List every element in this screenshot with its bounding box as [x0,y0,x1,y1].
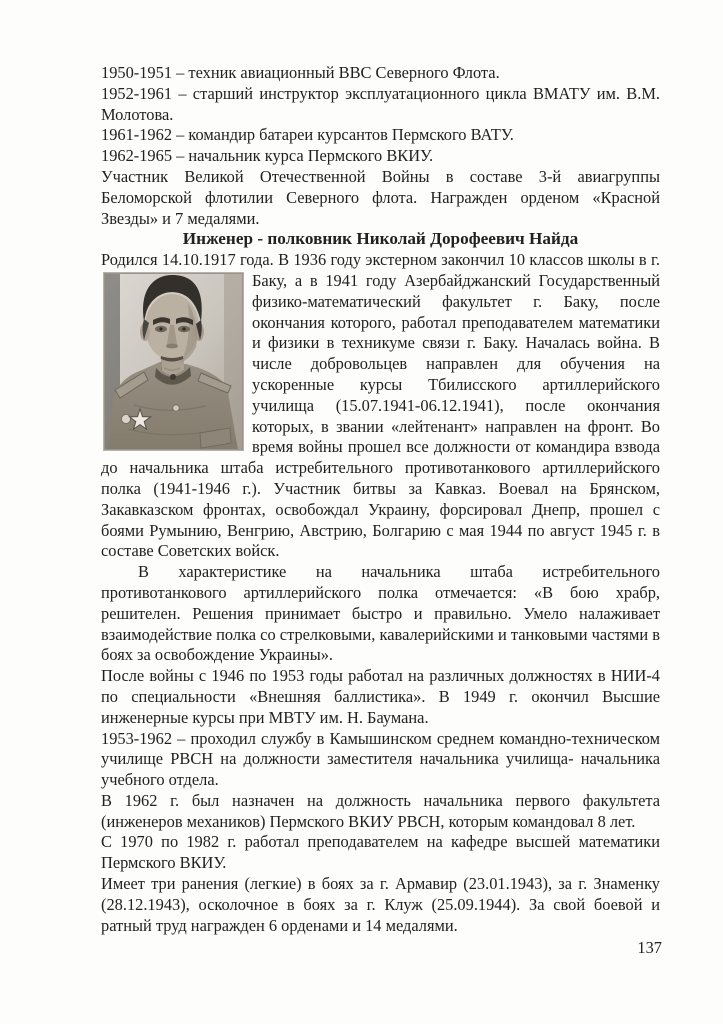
section-heading: Инженер - полковник Николай Дорофеевич Найда [182,229,579,249]
page-content [101,63,660,936]
record-line-1962: 1962-1965 – начальник курса Пермского ВКИУ. [101,146,434,166]
bio-faculty-appointment: В 1962 г. был назначен на должность начальника первого факультета (инженеров механиков) Пермского ВКИУ РВСН, которым командовал 8 лет. [101,790,660,831]
bio-characteristic-paragraph: В характеристике на начальника штаба истребительного противотанкового артиллерийского полка отмечается: «В бою храбр, решителен. Решения принимает быстро и правильно. Умело налаживает взаимодействие полка со стрелковыми, кавалерийскими и танковыми частями в боях за освобождение Украины». [101,562,660,665]
bio-postwar-nii4: После войны с 1946 по 1953 годы работал на различных должностях в НИИ-4 по специальности «Внешняя баллистика». В 1949 г. окончил Высшие инженерные курсы при МВТУ им. Н. Баумана. [101,666,660,727]
record-line-1952: 1952-1961 – старший инструктор эксплуатационного цикла ВМАТУ им. В.М. Молотова. [101,83,660,124]
bio-kamyshin-service: 1953-1962 – проходил службу в Камышинском среднем командно-техническом училище РВСН на должности заместителя начальника училища- начальника учебного отдела. [101,728,660,790]
record-war-service: Участник Великой Отечественной Войны в составе 3-й авиагруппы Беломорской флотилии Северного флота. Награжден орденом «Красной Звезды» и 7 медалями. [101,166,660,228]
record-line-1950: 1950-1951 – техник авиационный ВВС Северного Флота. [101,63,500,82]
page-number: 137 [637,938,662,957]
portrait-photo-graphic [104,273,243,450]
portrait-photo [104,273,243,450]
bio-wounds-awards: Имеет три ранения (легкие) в боях за г. Армавир (23.01.1943), за г. Знаменку (28.12.1943), осколочное в боях за г. Клуж (25.09.1944). За свой боевой и ратный труд награжден 6 орденами и 14 медалями. [101,874,660,935]
bio-teaching-period: С 1970 по 1982 г. работал преподавателем на кафедре высшей математики Пермского ВКИУ. [101,832,660,873]
bio-intro-line: Родился 14.10.1917 года. В 1936 году экстерном закончил 10 классов школы в г. [101,250,660,270]
bio-war-paragraph: Баку, а в 1941 году Азербайджанский Государственный физико-математический факультет г. Баку, после окончания которого, работал преподавателем математики и физики в техникуме связи г. Баку. Началась война. В числе добровольцев направлен для обучения на ускоренные курсы Тбилисского артиллерийского училища (15.07.1941-06.12.1941), после окончания которых, в звании «лейтенант» направлен на фронт. Во время войны прошел все должности от командира взвода до начальника штаба истребительного противотанкового артиллерийского полка (1941-1946 г.). Участник битвы за Кавказ. Воевал на Брянском, Закавказском фронтах, освобождал Украину, форсировал Днепр, прошел с боями Румынию, Венгрию, Австрию, Болгарию с мая 1944 по август 1945 г. в составе Советских войск. [101,270,660,561]
record-line-1961: 1961-1962 – командир батареи курсантов Пермского ВАТУ. [101,125,514,145]
